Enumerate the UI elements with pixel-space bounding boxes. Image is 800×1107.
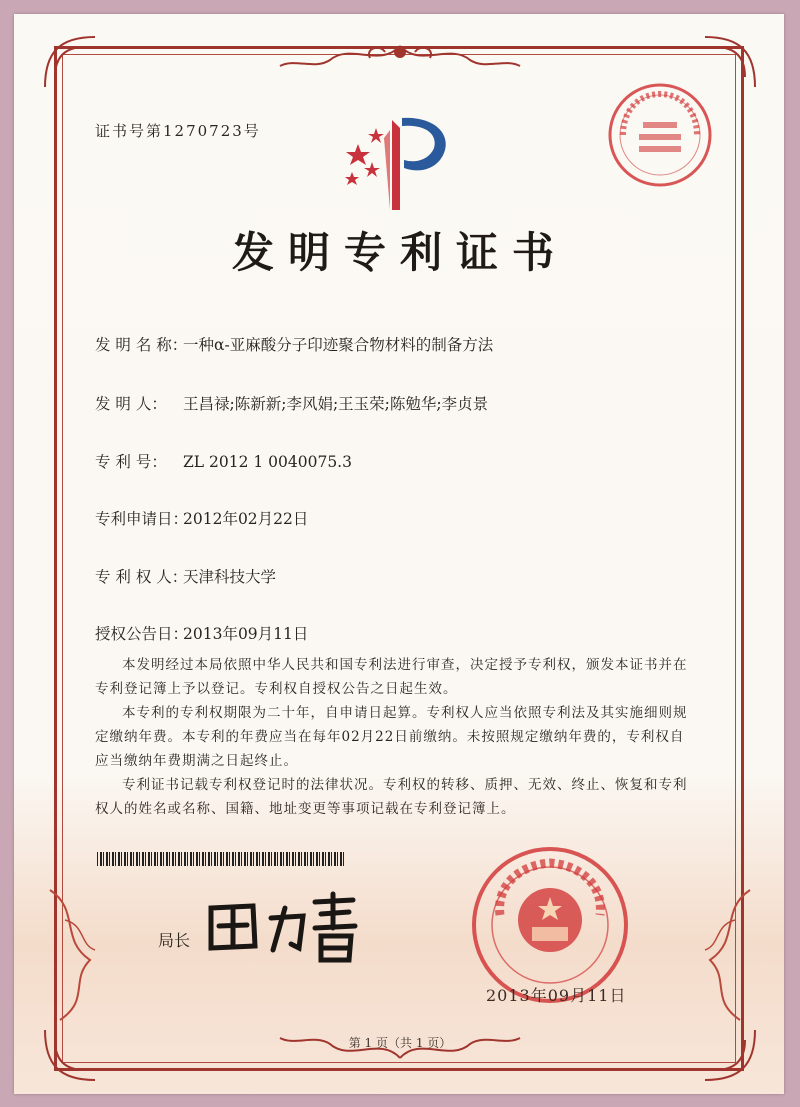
field-value: ZL 2012 1 0040075.3 bbox=[183, 453, 352, 471]
field-value: 一种α-亚麻酸分子印迹聚合物材料的制备方法 bbox=[183, 336, 494, 354]
tax-bureau-seal bbox=[605, 80, 715, 190]
seal-date: 2013年09月11日 bbox=[486, 986, 627, 1005]
field-label: 发 明 名 称： bbox=[95, 336, 188, 354]
patent-office-logo-icon bbox=[330, 110, 470, 220]
field-value: 2012年02月22日 bbox=[183, 510, 309, 528]
field-inventors bbox=[95, 392, 488, 414]
body-paragraph: 本专利的专利权期限为二十年，自申请日起算。专利权人应当依照专利法及其实施细则规定缴纳年费。本专利的年费应当在每年02月22日前缴纳。未按照规定缴纳年费的，专利权自应当缴纳年费期满之日起终止。 bbox=[95, 705, 688, 769]
left-scroll-ornament bbox=[40, 880, 110, 1030]
field-value: 王昌禄;陈新新;李风娟;王玉荣;陈勉华;李贞景 bbox=[183, 395, 489, 413]
body-paragraph: 本发明经过本局依照中华人民共和国专利法进行审查，决定授予专利权，颁发本证书并在专利登记簿上予以登记。专利权自授权公告之日起生效。 bbox=[95, 657, 688, 697]
field-value: 天津科技大学 bbox=[183, 568, 277, 586]
field-invention-name bbox=[95, 333, 493, 355]
field-label: 专 利 权 人： bbox=[95, 568, 188, 586]
corner-ornament-tl bbox=[40, 32, 100, 92]
field-label: 发 明 人： bbox=[95, 395, 167, 413]
director-label: 局长 bbox=[158, 931, 191, 950]
top-ornament bbox=[270, 38, 530, 78]
field-patent-number bbox=[95, 450, 352, 472]
field-label: 专 利 号： bbox=[95, 453, 167, 471]
field-label: 授权公告日： bbox=[95, 625, 189, 643]
body-paragraph: 专利证书记载专利权登记时的法律状况。专利权的转移、质押、无效、终止、恢复和专利权人的姓名或名称、国籍、地址变更等事项记载在专利登记簿上。 bbox=[95, 777, 688, 817]
page-number: 第 1 页（共 1 页） bbox=[348, 1036, 452, 1050]
field-patentee bbox=[95, 565, 276, 587]
certificate-title: 发明专利证书 bbox=[231, 228, 568, 277]
field-grant-date bbox=[95, 622, 308, 644]
certificate-number: 证书号第1270723号 bbox=[95, 122, 261, 140]
national-ipa-seal bbox=[470, 845, 630, 1005]
director-signature bbox=[203, 888, 363, 968]
field-value: 2013年09月11日 bbox=[183, 625, 309, 643]
barcode bbox=[97, 852, 345, 866]
certificate-body bbox=[95, 653, 695, 821]
right-scroll-ornament bbox=[690, 880, 760, 1030]
field-application-date bbox=[95, 507, 308, 529]
field-label: 专利申请日： bbox=[95, 510, 189, 528]
